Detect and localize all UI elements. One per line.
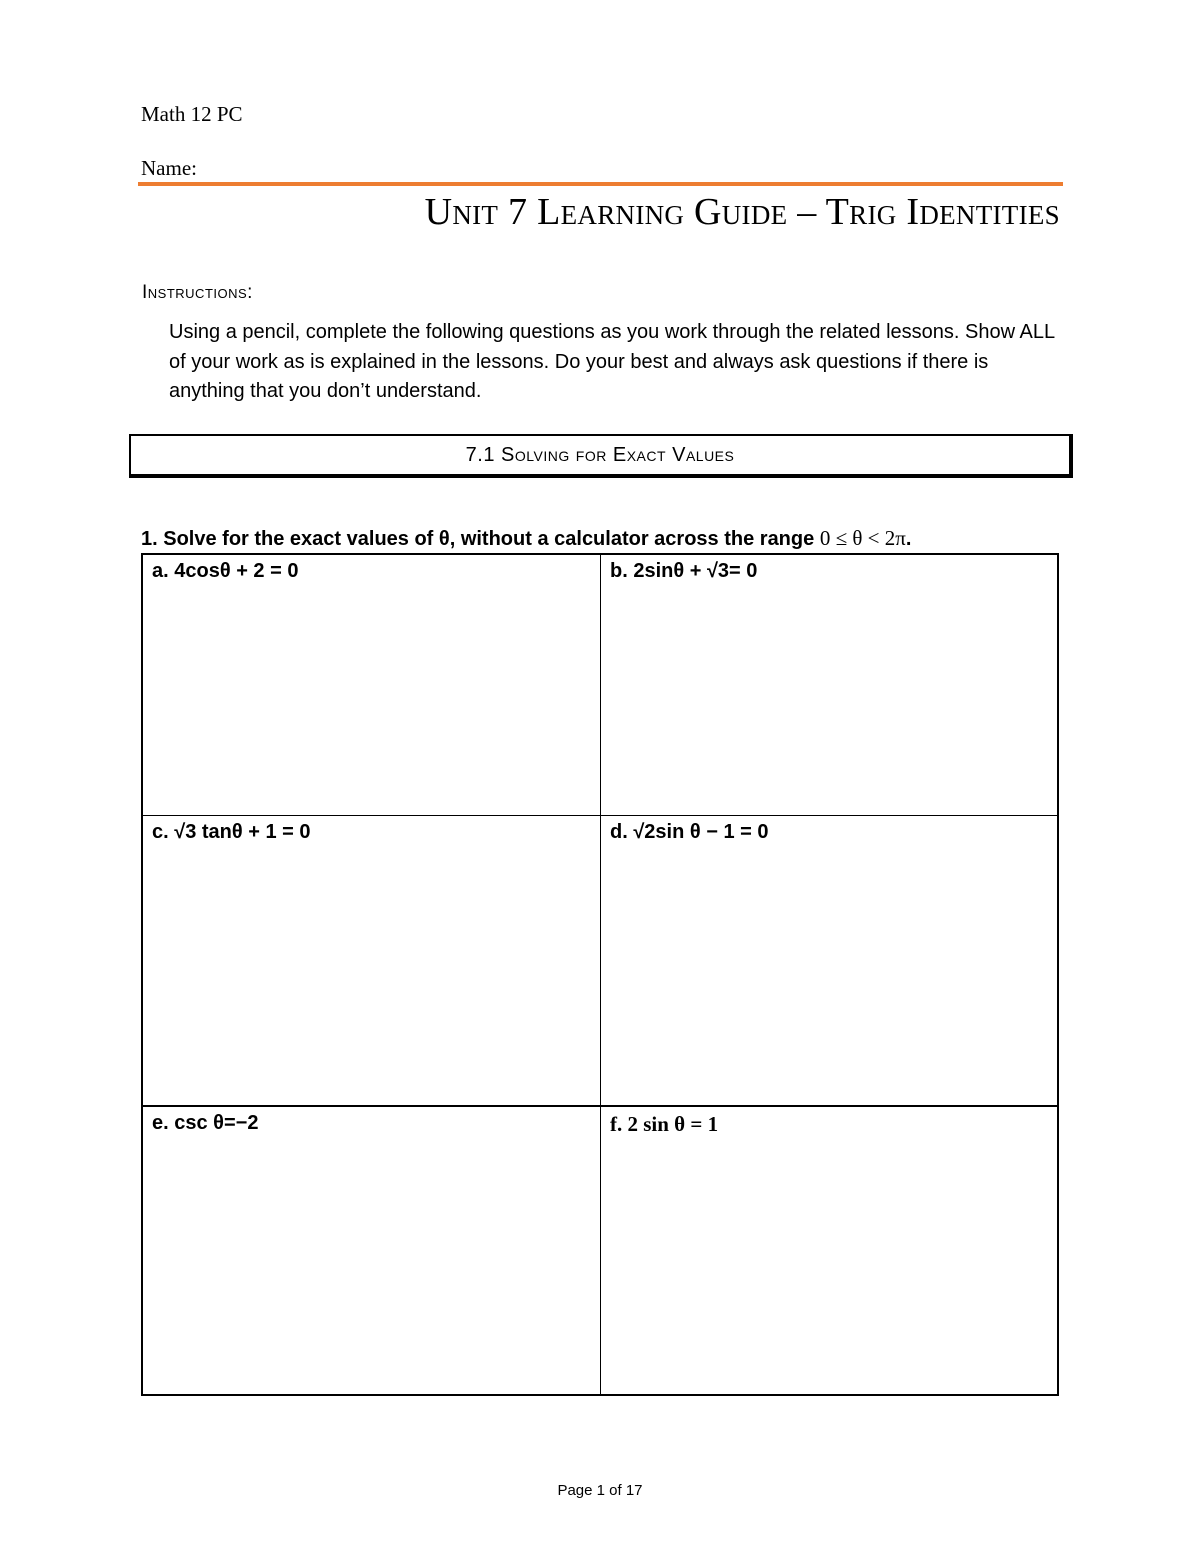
section-title: 7.1 Solving for Exact Values <box>465 443 735 466</box>
answer-cell-e[interactable] <box>143 1107 601 1394</box>
question-1-text: 1. Solve for the exact values of θ, without a calculator across the range <box>141 528 820 550</box>
answer-cell-f[interactable] <box>601 1107 1057 1394</box>
name-label: Name: <box>141 156 197 180</box>
question-1-range: 0 ≤ θ < 2π <box>819 526 906 550</box>
section-heading-box <box>129 434 1073 478</box>
header-rule <box>138 182 1063 186</box>
answer-cell-a[interactable] <box>143 555 601 816</box>
answer-cell-b[interactable] <box>601 555 1057 816</box>
part-d-label: d. √2sin θ − 1 = 0 <box>610 821 769 843</box>
page-number: Page 1 of 17 <box>557 1482 643 1499</box>
question-1-prompt <box>141 526 911 551</box>
course-label: Math 12 PC <box>141 102 243 126</box>
instructions-heading: Instructions: <box>142 282 253 303</box>
instructions-text: Using a pencil, complete the following questions as you work through the related lessons. Show ALL of your work as is explained in the lessons. Do your best and always ask questions if there is anything that you don’t understand. <box>169 321 1055 402</box>
part-a-label: a. 4cosθ + 2 = 0 <box>152 560 299 582</box>
part-c-label: c. √3 tanθ + 1 = 0 <box>152 821 311 843</box>
page-title: Unit 7 Learning Guide – Trig Identities <box>424 191 1060 233</box>
answer-cell-d[interactable] <box>601 816 1057 1107</box>
part-f-label: f. 2 sin θ = 1 <box>610 1112 719 1136</box>
answer-cell-c[interactable] <box>143 816 601 1107</box>
answer-grid <box>141 553 1059 1396</box>
part-e-label: e. csc θ=−2 <box>152 1112 259 1134</box>
question-1-period: . <box>905 528 912 550</box>
part-b-label: b. 2sinθ + √3= 0 <box>610 560 758 582</box>
